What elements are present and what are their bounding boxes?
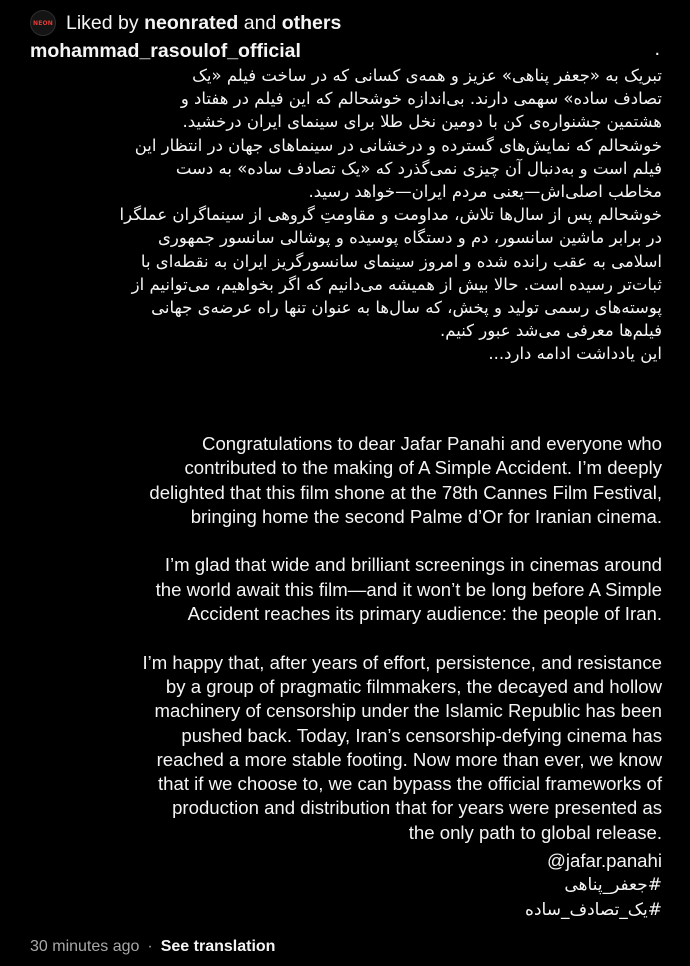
hashtag-link[interactable]: #جعفر_پناهی [564, 875, 662, 896]
caption-farsi-line: ثبات‌تر رسیده است. حالا بیش از همیشه می‌دانیم که اگر بخواهیم، می‌توانیم از [131, 274, 662, 294]
caption-english-line: the world await this film—and it won’t be long before A Simple [155, 578, 662, 600]
avatar-logo-text: NEON [32, 19, 54, 27]
caption-farsi-line: مخاطب اصلی‌اش—یعنی مردم ایران—خواهد رسید. [308, 182, 662, 202]
caption-english-line: production and distribution that for years were presented as [172, 797, 662, 819]
caption-english-line: delighted that this film shone at the 78th Cannes Film Festival, [149, 481, 662, 503]
caption-farsi-line: تصادف ساده» سهمی دارند. بی‌اندازه خوشحالم که این فیلم در هفتاد و [180, 89, 662, 109]
caption-english [20, 432, 662, 845]
hashtag-link[interactable]: #یک_تصادف_ساده [525, 899, 662, 920]
caption-english-line: Accident reaches its primary audience: the people of Iran. [187, 603, 662, 625]
liker-avatar[interactable] [30, 10, 56, 36]
caption-english-line: reached a more stable footing. Now more than ever, we know [156, 748, 662, 770]
caption-farsi-line: پوسته‌های رسمی تولید و پخش، که سال‌ها به عنوان تنها راه عرضه‌ی جهانی [151, 298, 662, 318]
liked-others-link[interactable]: others [281, 11, 342, 34]
post-footer [30, 938, 275, 956]
liked-prefix: Liked by [66, 11, 139, 34]
caption-english-line: by a group of pragmatic filmmakers, the decayed and hollow [165, 675, 662, 697]
liker-username-link[interactable]: neonrated [144, 11, 239, 34]
liked-connector: and [243, 11, 277, 34]
caption-english-line: contributed to the making of A Simple Accident. I’m deeply [184, 457, 662, 479]
caption-english-line: Congratulations to dear Jafar Panahi and everyone who [202, 433, 662, 454]
caption-farsi-line: این یادداشت ادامه دارد... [488, 344, 662, 364]
see-translation-button[interactable]: See translation [160, 938, 276, 955]
caption-english-line: machinery of censorship under the Islamic Republic has been [154, 700, 662, 722]
caption-english-line: I’m happy that, after years of effort, persistence, and resistance [142, 651, 662, 673]
caption-farsi-line: در برابر ماشین سانسور، دم و دستگاه پوسیده و پوشالی سانسور جمهوری [157, 228, 662, 248]
caption-farsi-line: فیلم‌ها معرفی می‌شد عبور کنیم. [440, 321, 662, 341]
caption-farsi-line: اسلامی به عقب رانده شده و امروز سینمای سانسورگریز ایران به نقطه‌ای با [140, 251, 662, 271]
paragraph-gap [20, 529, 662, 553]
liked-by-row [30, 9, 341, 37]
caption-english-line: I’m glad that wide and brilliant screenings in cinemas around [164, 554, 662, 576]
caption-english-line: bringing home the second Palme d’Or for Iranian cinema. [190, 505, 662, 527]
caption-english-line: that if we choose to, we can bypass the official frameworks of [157, 773, 662, 795]
mention-link[interactable]: @jafar.panahi [546, 850, 662, 871]
caption-english-line: pushed back. Today, Iran’s censorship-defying cinema has [181, 724, 662, 746]
caption-dot: . [654, 38, 660, 60]
footer-separator: · [147, 938, 153, 955]
caption-farsi-line: تبریک به «جعفر پناهی» عزیز و همه‌ی کسانی که در ساخت فیلم «یک [192, 66, 662, 85]
caption-english-line: the only path to global release. [408, 821, 662, 843]
post-author-username[interactable]: mohammad_rasoulof_official [30, 40, 301, 62]
paragraph-gap [20, 626, 662, 650]
caption-farsi [30, 64, 662, 366]
post-timestamp: 30 minutes ago [30, 938, 140, 955]
caption-farsi-line: فیلم است و به‌دنبال آن چیزی نمی‌گذرد که «یک تصادف ساده» به دست [175, 158, 662, 178]
caption-farsi-line: خوشحالم که نمایش‌های گسترده و درخشانی در سینماهای جهان در انتظار این [134, 135, 662, 155]
caption-farsi-line: هشتمین جشنواره‌ی کن با دومین نخل طلا برای سینمای ایران درخشید. [182, 112, 662, 132]
caption-tags [525, 849, 662, 922]
caption-farsi-line: خوشحالم پس از سال‌ها تلاش، مداومت و مقاومتِ گروهی از سینماگران عملگرا [119, 205, 662, 225]
